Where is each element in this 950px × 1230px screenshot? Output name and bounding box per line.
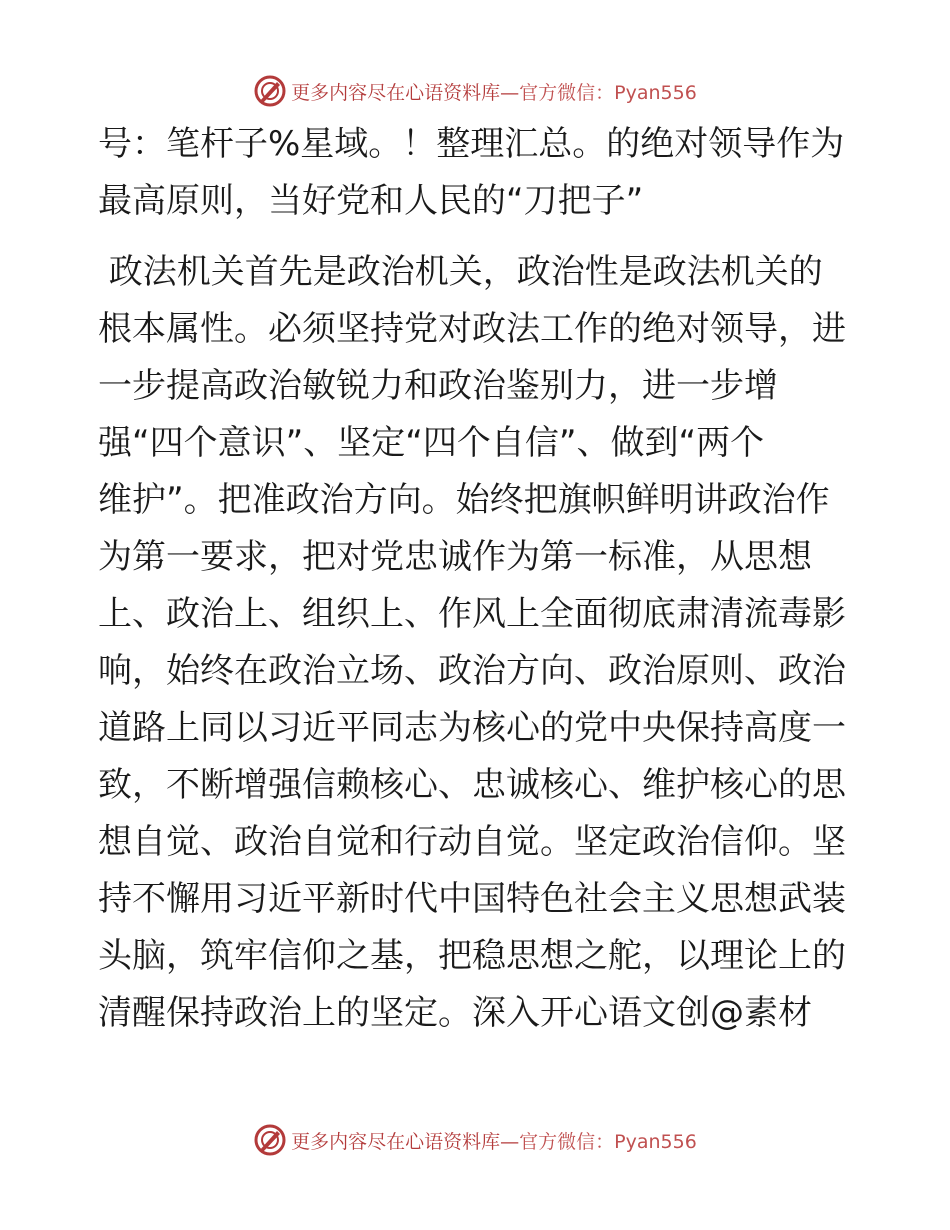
watermark-wechat: 官方微信：Pyan556	[519, 1130, 697, 1153]
text-line: 持不懈用习近平新时代中国特色社会主义思想武装	[98, 879, 846, 919]
text-line: 为第一要求，把对党忠诚作为第一标准，从思想	[98, 537, 812, 577]
header-watermark	[0, 71, 950, 111]
text-line: 维护”。把准政治方向。始终把旗帜鲜明讲政治作	[98, 480, 830, 520]
quill-logo-icon	[253, 1123, 287, 1157]
text-line: 道路上同以习近平同志为核心的党中央保持高度一	[98, 708, 846, 748]
text-line: 一步提高政治敏锐力和政治鉴别力，进一步增	[98, 366, 778, 406]
text-line: 响，始终在政治立场、政治方向、政治原则、政治	[98, 651, 846, 691]
text-line: 上、政治上、组织上、作风上全面彻底肃清流毒影	[98, 594, 846, 634]
watermark-text: 更多内容尽在心语资料库—	[291, 1130, 520, 1153]
watermark-text: 更多内容尽在心语资料库—	[291, 81, 520, 104]
text-line: 最高原则，当好党和人民的“刀把子”	[98, 181, 644, 221]
text-line: 想自觉、政治自觉和行动自觉。坚定政治信仰。坚	[98, 822, 846, 862]
text-line: 清醒保持政治上的坚定。深入开心语文创@素材	[98, 993, 812, 1033]
text-line: 根本属性。必须坚持党对政法工作的绝对领导，进	[98, 309, 846, 349]
quill-logo-icon	[253, 74, 287, 108]
text-line: 政法机关首先是政治机关，政治性是政法机关的	[98, 252, 823, 292]
text-line: 致，不断增强信赖核心、忠诚核心、维护核心的思	[98, 765, 846, 805]
text-line: 号：笔杆子%星域。！整理汇总。的绝对领导作为	[98, 124, 845, 164]
document-body	[98, 116, 858, 1042]
watermark-wechat: 官方微信：Pyan556	[519, 81, 697, 104]
footer-watermark	[0, 1120, 950, 1160]
text-line: 头脑，筑牢信仰之基，把稳思想之舵，以理论上的	[98, 936, 846, 976]
paragraph-2	[98, 244, 858, 1042]
paragraph-1	[98, 116, 858, 230]
text-line: 强“四个意识”、坚定“四个自信”、做到“两个	[98, 423, 765, 463]
